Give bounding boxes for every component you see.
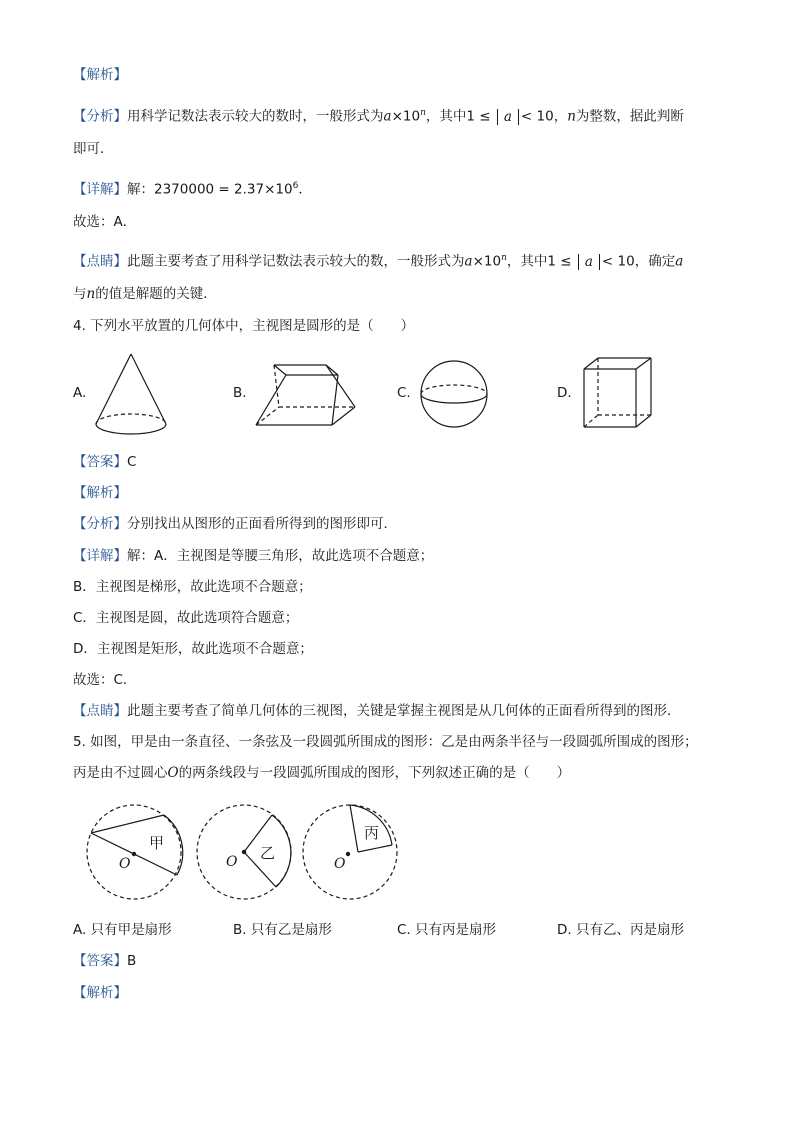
q3-guxuan: 故选：A． — [73, 214, 137, 230]
q4-option-a-label: A. — [73, 385, 87, 401]
q3-jiexi-tag: 【解析】 — [73, 67, 127, 83]
q5-jiexi-tag: 【解析】 — [73, 985, 127, 1001]
q4-option-b-label: B. — [233, 385, 247, 401]
fenxi-text-2: ，其中1 ≤ — [425, 108, 491, 125]
circle-figure-yi — [196, 800, 292, 904]
circle-figure-jia — [86, 800, 182, 904]
sphere-icon — [418, 358, 490, 430]
q4-guxuan: 故选：C． — [73, 672, 137, 688]
cube-icon — [582, 357, 654, 429]
q4-option-d-label: D. — [557, 385, 572, 401]
frustum-icon — [254, 363, 358, 429]
dianjing-cont-post: 的值是解题的关键． — [95, 286, 217, 302]
figure-label-bing: 丙 — [364, 824, 380, 842]
q4-jiexi-tag: 【解析】 — [73, 485, 127, 501]
q4-xiangjie-tag: 【详解】 — [73, 548, 127, 564]
q4-answer-tag: 【答案】 — [73, 454, 127, 470]
q4-fenxi-line — [73, 515, 397, 533]
q4-xiangjie-line — [73, 547, 433, 565]
q5-option-d: D. 只有乙、丙是扇形 — [557, 922, 684, 938]
figure-label-jia: 甲 — [149, 834, 165, 852]
q4-xiangjie-text: 解：A．主视图是等腰三角形，故此选项不合题意； — [127, 548, 434, 564]
dianjing-formula-a: a — [464, 253, 473, 270]
q5-answer-line — [73, 952, 136, 970]
q4-option-c-label: C. — [397, 385, 411, 401]
q3-fenxi-line — [73, 104, 684, 126]
q5-stem-2-post: 的两条线段与一段圆弧所围成的图形，下列叙述正确的是（ ） — [178, 765, 571, 781]
figure-center-o-3: O — [334, 856, 346, 872]
q5-stem-2-pre: 丙是由不过圆心 — [73, 765, 168, 781]
fenxi-tag: 【分析】 — [73, 108, 127, 125]
xiangjie-tag: 【详解】 — [73, 181, 127, 198]
figure-center-o-1: O — [119, 856, 131, 872]
fenxi-text-1: 用科学记数法表示较大的数时，一般形式为 — [127, 108, 384, 125]
dianjing-formula-times: ×10 — [472, 253, 502, 270]
dianjing-text-3: < 10，确定 — [601, 253, 676, 270]
q5-answer-tag: 【答案】 — [73, 953, 127, 969]
figure-center-o-2: O — [226, 854, 238, 870]
dianjing-cont-pre: 与 — [73, 286, 87, 302]
q5-option-b: B. 只有乙是扇形 — [233, 922, 332, 938]
q3-fenxi-cont: 即可． — [73, 141, 114, 157]
xiangjie-exp: 6 — [292, 181, 299, 191]
formula-exp: n — [420, 108, 426, 118]
q3-dianjing-line — [73, 249, 683, 271]
figure-label-yi: 乙 — [260, 844, 276, 862]
q4-answer-line — [73, 453, 136, 471]
formula-times: ×10 — [391, 108, 421, 125]
dianjing-abs-a: a — [578, 254, 600, 270]
dianjing-text-1: 此题主要考查了用科学记数法表示较大的数，一般形式为 — [127, 253, 465, 270]
q4-stem: 4. 下列水平放置的几何体中，主视图是圆形的是（ ） — [73, 318, 415, 334]
q4-detail-line-c: C．主视图是圆，故此选项符合题意； — [73, 610, 299, 626]
q5-stem-2-o: O — [167, 765, 179, 781]
var-n: n — [567, 108, 576, 125]
formula-a: a — [383, 108, 392, 125]
abs-a: a — [497, 109, 519, 125]
xiangjie-end: ． — [298, 181, 312, 198]
q4-dianjing-tag: 【点睛】 — [73, 703, 127, 719]
q5-option-a: A. 只有甲是扇形 — [73, 922, 172, 938]
q4-dianjing-line — [73, 702, 681, 720]
q3-xiangjie-line — [73, 177, 312, 199]
q5-stem-1: 5. 如图，甲是由一条直径、一条弦及一段圆弧所围成的图形：乙是由两条半径与一段圆弧所围成的图形； — [73, 734, 698, 750]
q3-dianjing-cont — [73, 285, 217, 303]
circle-figure-bing — [302, 800, 398, 904]
q4-dianjing-text: 此题主要考查了简单几何体的三视图，关键是掌握主视图是从几何体的正面看所得到的图形． — [127, 703, 681, 719]
q4-fenxi-text: 分别找出从图形的正面看所得到的图形即可． — [127, 516, 397, 532]
cone-icon — [92, 352, 172, 440]
q4-answer-value: C — [127, 454, 137, 470]
dianjing-var-a: a — [675, 253, 684, 270]
q5-option-c: C. 只有丙是扇形 — [397, 922, 497, 938]
q4-fenxi-tag: 【分析】 — [73, 516, 127, 532]
q5-stem-2 — [73, 764, 570, 782]
dianjing-cont-n: n — [86, 286, 96, 302]
dianjing-formula-exp: n — [501, 253, 507, 263]
q4-detail-line-d: D．主视图是矩形，故此选项不合题意； — [73, 641, 313, 657]
fenxi-text-3: < 10， — [520, 108, 568, 125]
xiangjie-text: 解：2370000 = 2.37×10 — [127, 181, 293, 198]
q5-answer-value: B — [127, 953, 137, 969]
dianjing-text-2: ，其中1 ≤ — [506, 253, 572, 270]
fenxi-text-4: 为整数，据此判断 — [575, 108, 684, 125]
dianjing-tag: 【点睛】 — [73, 253, 127, 270]
q4-detail-line-b: B．主视图是梯形，故此选项不合题意； — [73, 579, 312, 595]
